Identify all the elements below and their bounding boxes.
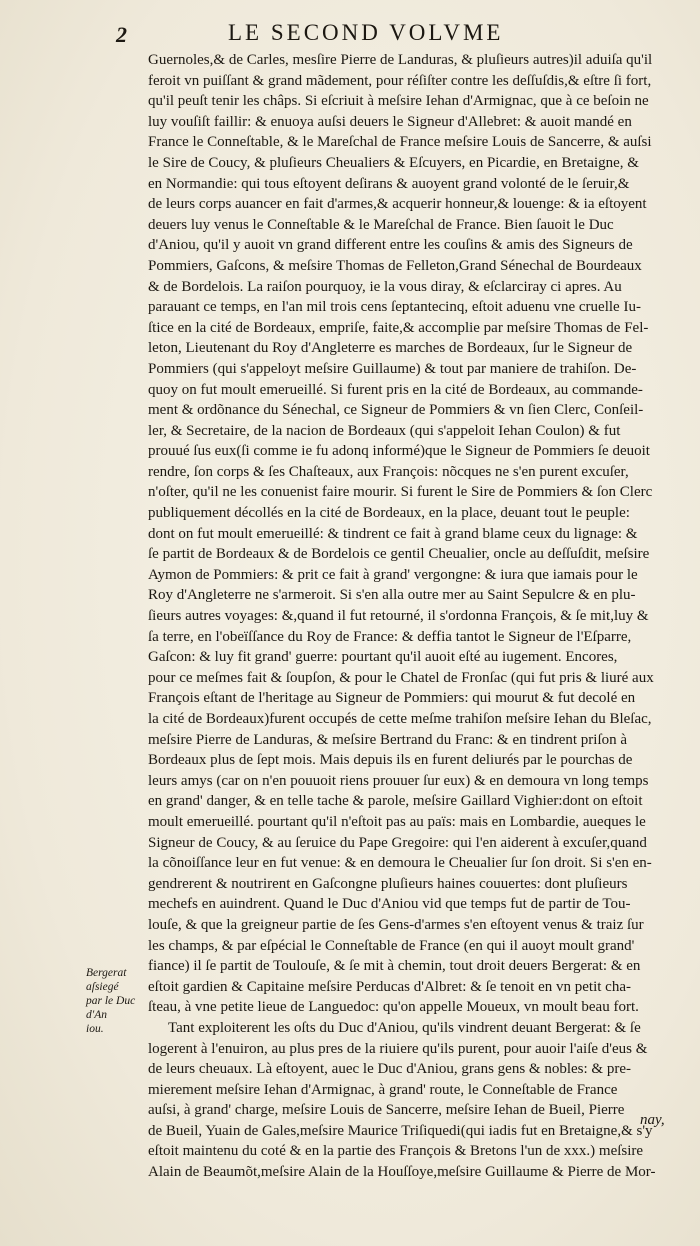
text-line: en Normandie: qui tous eſtoyent deſirans & auoyent grand volonté de le ſeruir,& xyxy=(148,175,630,192)
text-line: Bordeaux plus de ſept mois. Mais depuis ils en furent deliurés par le pourchas de xyxy=(148,752,633,769)
text-line: feroit vn puiſſant & grand mãdement, pour réſiſter contre les deſſuſdis,& eſtre ſi fort, xyxy=(148,72,652,89)
text-line: la cité de Bordeaux)furent occupés de cette meſme trahiſon meſsire Iehan du Bleſac, xyxy=(148,711,652,727)
text-line: prouué ſus eux(ſi comme ie fu adonq informé)que le Signeur de Pommiers ſe deuoit xyxy=(148,443,650,460)
text-line: deuers luy venus le Conneſtable & le Mareſchal de France. Bien ſauoit le Duc xyxy=(148,216,614,233)
text-line: Roy d'Angleterre ne s'armeroit. Si s'en alla outre mer au Saint Sepulcre & en plu- xyxy=(148,587,636,604)
text-line: logerent à l'enuiron, au plus pres de la riuiere qu'ils purent, pour auoir l'aiſe d'eus & xyxy=(148,1040,648,1057)
text-line: parauant ce temps, en l'an mil trois cens ſeptantecinq, eſtoit aduenu vne cruelle Iu- xyxy=(148,299,641,316)
text-line: eſtoit gardien & Capitaine meſsire Perducas d'Albret: & ſe tenoit en vn petit cha- xyxy=(148,978,631,995)
text-line: qu'il peuſt tenir les châps. Si eſcriuit à meſsire Iehan d'Armignac, que à ce beſoin ne xyxy=(148,93,649,110)
text-line: ſa terre, en l'obeïſſance du Roy de France: & deffia tantot le Signeur de l'Eſparre, xyxy=(148,628,632,645)
text-line: Alain de Beaumõt,meſsire Alain de la Houſſoye,meſsire Guillaume & Pierre de Mor- xyxy=(148,1164,656,1181)
text-line: France le Conneſtable, & le Mareſchal de France meſsire Louis de Sancerre, & auſsi xyxy=(148,134,652,151)
text-line: de leurs cheuaux. Là eſtoyent, auec le Duc d'Aniou, grans gens & nobles: & pre- xyxy=(148,1061,631,1078)
text-line: n'oſter, qu'il ne les conuenist faire mourir. Si furent le Sire de Pommiers & ſon Clerc xyxy=(148,484,653,501)
text-line: Aymon de Pommiers: & prit ce fait à grand' vergongne: & iura que iamais pour le xyxy=(148,566,638,583)
text-line: Signeur de Coucy, & au ſeruice du Pape Gregoire: qui l'en aiderent à excuſer,quand xyxy=(148,834,647,851)
text-line: meſsire Pierre de Landuras, & meſsire Bertrand du Franc: & en tindrent priſon à xyxy=(148,731,628,748)
text-line: en grand' danger, & en telle tache & parole, meſsire Gaillard Vighier:dont on eſtoit xyxy=(148,793,643,810)
marginal-note-line: Bergerat aſsiegé xyxy=(86,967,127,993)
text-line: Gaſcon: & luy fit grand' guerre: pourtant qu'il auoit eſté au iugement. Encores, xyxy=(148,649,618,666)
text-line: pour ce meſmes fait & ſoupſon, & pour le Chatel de Fronſac (qui fut pris & liuré aux xyxy=(148,669,654,686)
text-line: fiance) il ſe partit de Toulouſe, & ſe mit à chemin, tout droit deuers Bergerat: & en xyxy=(148,958,641,975)
text-line: publiquement décollés en la cité de Bordeaux, en la place, deuant tout le peuple: xyxy=(148,505,630,522)
marginal-note xyxy=(86,966,146,1036)
text-line: louſe, & que la greigneur partie de ſes Gens-d'armes s'en eſtoyent venus & traiz ſur xyxy=(148,916,644,933)
text-line: la cõnoiſſance leur en fut venue: & en demoura le Cheualier ſur ſon droit. Si s'en en- xyxy=(148,855,652,872)
catchword: nay, xyxy=(640,1112,665,1128)
running-head: LE SECOND VOLVME xyxy=(228,20,504,45)
text-line: Pommiers, Gaſcons, & meſsire Thomas de Felleton,Grand Sénechal de Bourdeaux xyxy=(148,257,642,274)
text-line: ler, & Secretaire, de la nacion de Bordeaux (qui s'appeloit Iehan Coulon) & fut xyxy=(148,422,621,439)
text-line: auſsi, à grand' charge, meſsire Louis de Sancerre, meſsire Iehan de Bueil, Pierre xyxy=(148,1102,625,1119)
text-line: ſieurs autres voyages: &,quand il fut retourné, il s'ordonna François, & ſe mit,luy & xyxy=(148,608,649,625)
text-line: mierement meſsire Iehan d'Armignac, à grand' route, le Conneſtable de France xyxy=(148,1081,618,1098)
text-line: & de Bordelois. La raiſon pourquoy, ie la vous diray, & eſclarciray ci apres. Au xyxy=(148,278,622,295)
text-line: dont on fut moult emerueillé: & tindrent ce fait à grand blame ceux du lignage: & xyxy=(148,525,638,542)
marginal-note-line: par le Duc d'An xyxy=(86,995,136,1021)
text-line: Pommiers (qui s'appeloyt meſsire Guillaume) & tout par maniere de trahiſon. De- xyxy=(148,360,637,377)
page-number: 2 xyxy=(116,22,127,47)
text-line: moult emerueillé. pourtant qu'il n'eſtoit pas au païs: mais en Lombardie, aueques le xyxy=(148,813,646,830)
text-line: d'Aniou, qu'il y auoit vn grand different entre les couſins & amis des Signeurs de xyxy=(148,237,633,254)
text-line: ment & ordõnance du Sénechal, ce Signeur de Pommiers & vn ſien Clerc, Conſeil- xyxy=(148,402,644,419)
text-line: ſtice en la cité de Bordeaux, empriſe, faite,& accomplie par meſsire Thomas de Fel- xyxy=(148,319,649,336)
body-text xyxy=(148,50,674,1183)
text-line: gendrerent & noutrirent en Gaſcongne pluſieurs haines couuertes: dont pluſieurs xyxy=(148,875,628,892)
text-line: François eſtant de l'heritage au Signeur de Pommiers: qui mourut & fut decolé en xyxy=(148,690,636,707)
text-line: Tant exploiterent les oſts du Duc d'Aniou, qu'ils vindrent deuant Bergerat: & ſe xyxy=(168,1019,641,1036)
text-line: de leurs corps auancer en fait d'armes,& acquerir honneur,& louenge: & ia eſtoyent xyxy=(148,196,647,213)
text-line: rendre, ſon corps & ſes Chaſteaux, aux François: nõcques ne s'en purent excuſer, xyxy=(148,463,629,480)
text-line: ſteau, à vne petite lieue de Languedoc: qu'on appelle Moueux, vn moult beau fort. xyxy=(148,999,639,1016)
text-line: leton, Lieutenant du Roy d'Angleterre es marches de Bordeaux, ſur le Signeur de xyxy=(148,340,633,357)
text-line: les champs, & par eſpécial le Conneſtable de France (en qui il auoyt moult grand' xyxy=(148,937,635,954)
text-line: mechefs en auindrent. Quand le Duc d'Aniou vid que temps fut de partir de Tou- xyxy=(148,896,631,913)
text-line: Guernoles,& de Carles, mesſire Pierre de Landuras, & pluſieurs autres)il aduiſa qu'il xyxy=(148,52,653,68)
text-line: le Sire de Coucy, & pluſieurs Cheualiers & Eſcuyers, en Picardie, en Bretaigne, & xyxy=(148,154,639,171)
marginal-note-line: iou. xyxy=(86,1023,104,1035)
text-line: leurs amys (car on n'en pouuoit riens prouuer ſur eux) & en demoura vn long temps xyxy=(148,772,649,789)
text-line: de Bueil, Yuain de Gales,meſsire Maurice Triſiquedi(qui iadis fut en Bretaigne,& s'y xyxy=(148,1122,653,1139)
text-line: luy vouſiſt faillir: & enuoya auſsi deuers le Signeur d'Allebret: & auoit mandé en xyxy=(148,113,632,130)
text-line: ſe partit de Bordeaux & de Bordelois ce gentil Cheualier, oncle au deſſuſdit, meſsire xyxy=(148,546,650,563)
text-line: quoy on fut moult emerueillé. Si furent pris en la cité de Bordeaux, au commande- xyxy=(148,381,643,398)
text-line: eſtoit maintenu du coté & en la partie des François & Bretons l'un de xxx.) meſsire xyxy=(148,1143,644,1160)
